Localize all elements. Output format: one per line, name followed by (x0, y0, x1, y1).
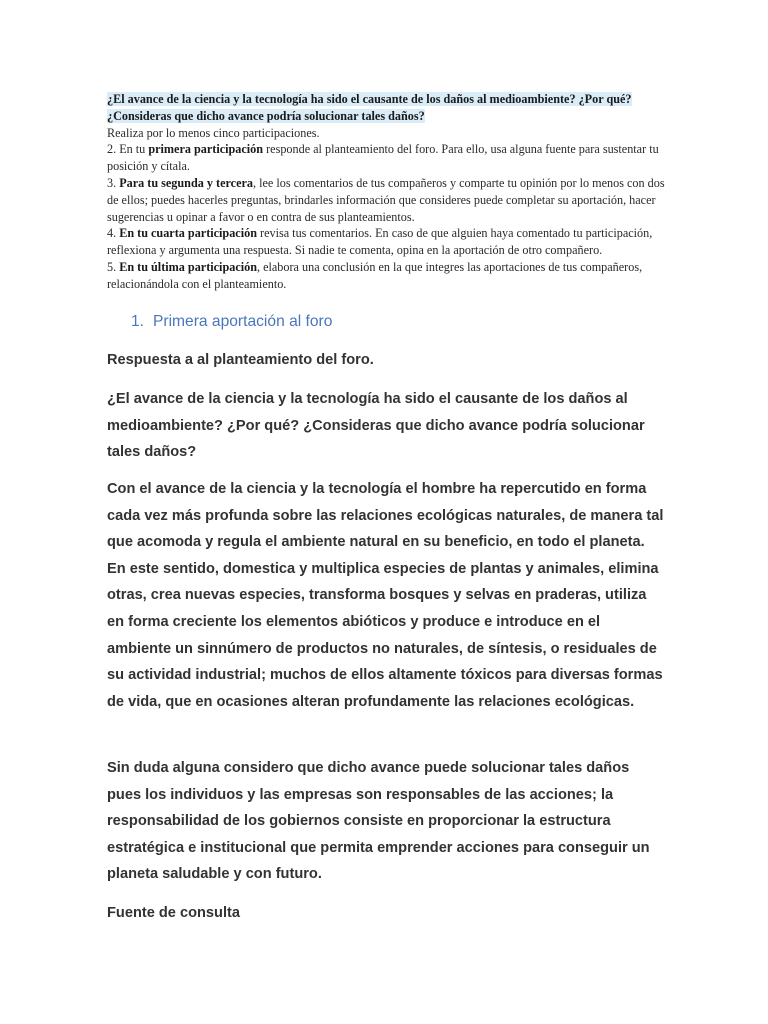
answer-paragraph-2 (107, 755, 667, 888)
source-heading (107, 903, 667, 923)
section-number: 1. (131, 313, 145, 330)
instructions-block (107, 91, 667, 293)
forum-question-highlight: ¿El avance de la ciencia y la tecnología ha sido el causante de los daños al medioambiente? ¿Por qué? ¿Consideras que dicho avance podría solucionar tales daños? (107, 92, 632, 123)
forum-question-paragraph (107, 91, 667, 125)
instruction-item-4-bold: En tu cuarta participación (119, 226, 257, 241)
instruction-item-3-rest: , lee los comentarios de tus compañeros y comparte tu opinión por lo menos con dos de ellos; puedes hacerles preguntas, brindarles información que consideres puede completar su aportación, hacer sugerencias u opinar a favor o en contra de sus planteamientos. (107, 175, 665, 224)
instructions-intro: Realiza por lo menos cinco participaciones. (107, 125, 320, 140)
response-question-text: ¿El avance de la ciencia y la tecnología ha sido el causante de los daños al medioambiente? ¿Por qué? ¿Consideras que dicho avance podría solucionar tales daños? (107, 391, 645, 461)
answer-paragraph-1-text: Con el avance de la ciencia y la tecnología el hombre ha repercutido en forma cada vez más profunda sobre las relaciones ecológicas naturales, de manera tal que acomoda y regula el ambiente natural en su beneficio, en todo el planeta. En este sentido, domestica y multiplica especies de plantas y animales, elimina otras, crea nuevas especies, transforma bosques y selvas en praderas, utiliza en forma creciente los elementos abióticos y produce e introduce en el ambiente un sinnúmero de productos no naturales, de síntesis, o residuales de su actividad industrial; muchos de ellos altamente tóxicos para diversas formas de vida, que en ocasiones alteran profundamente las relaciones ecológicas. (107, 481, 664, 710)
source-heading-text: Fuente de consulta (107, 905, 240, 921)
section-heading (131, 313, 332, 331)
section-title: Primera aportación al foro (153, 313, 333, 330)
instruction-item-2 (107, 141, 667, 175)
instruction-item-3-prefix: 3. (107, 175, 120, 190)
instruction-item-5-rest: , elabora una conclusión en la que integres las aportaciones de tus compañeros, relacionándola con el planteamiento. (107, 259, 643, 291)
instruction-item-2-prefix: 2. En tu (107, 142, 149, 157)
answer-paragraph-2-text: Sin duda alguna considero que dicho avance puede solucionar tales daños pues los individuos y las empresas son responsables de las acciones; la responsabilidad de los gobiernos consiste en proporcionar la estructura estratégica e institucional que permita emprender acciones para conseguir un planeta saludable y con futuro. (107, 760, 650, 883)
instruction-item-3 (107, 175, 667, 225)
response-question (107, 386, 667, 466)
instruction-item-4-rest: revisa tus comentarios. En caso de que alguien haya comentado tu participación, reflexiona y argumenta una respuesta. Si nadie te comenta, opina en la aportación de otro compañero. (107, 226, 653, 258)
instruction-item-4 (107, 225, 667, 259)
instruction-item-5 (107, 259, 667, 293)
instruction-item-3-bold: Para tu segunda y tercera (119, 175, 253, 190)
answer-paragraph-1 (107, 476, 667, 715)
response-subtitle (107, 350, 667, 370)
instruction-item-4-prefix: 4. (107, 226, 120, 241)
instruction-item-2-rest: responde al planteamiento del foro. Para ello, usa alguna fuente para sustentar tu posición y cítala. (107, 142, 659, 174)
instruction-item-5-bold: En tu última participación (119, 259, 257, 274)
instruction-item-2-bold: primera participación (148, 142, 264, 157)
instruction-item-5-prefix: 5. (107, 259, 120, 274)
response-subtitle-text: Respuesta a al planteamiento del foro. (107, 352, 374, 368)
